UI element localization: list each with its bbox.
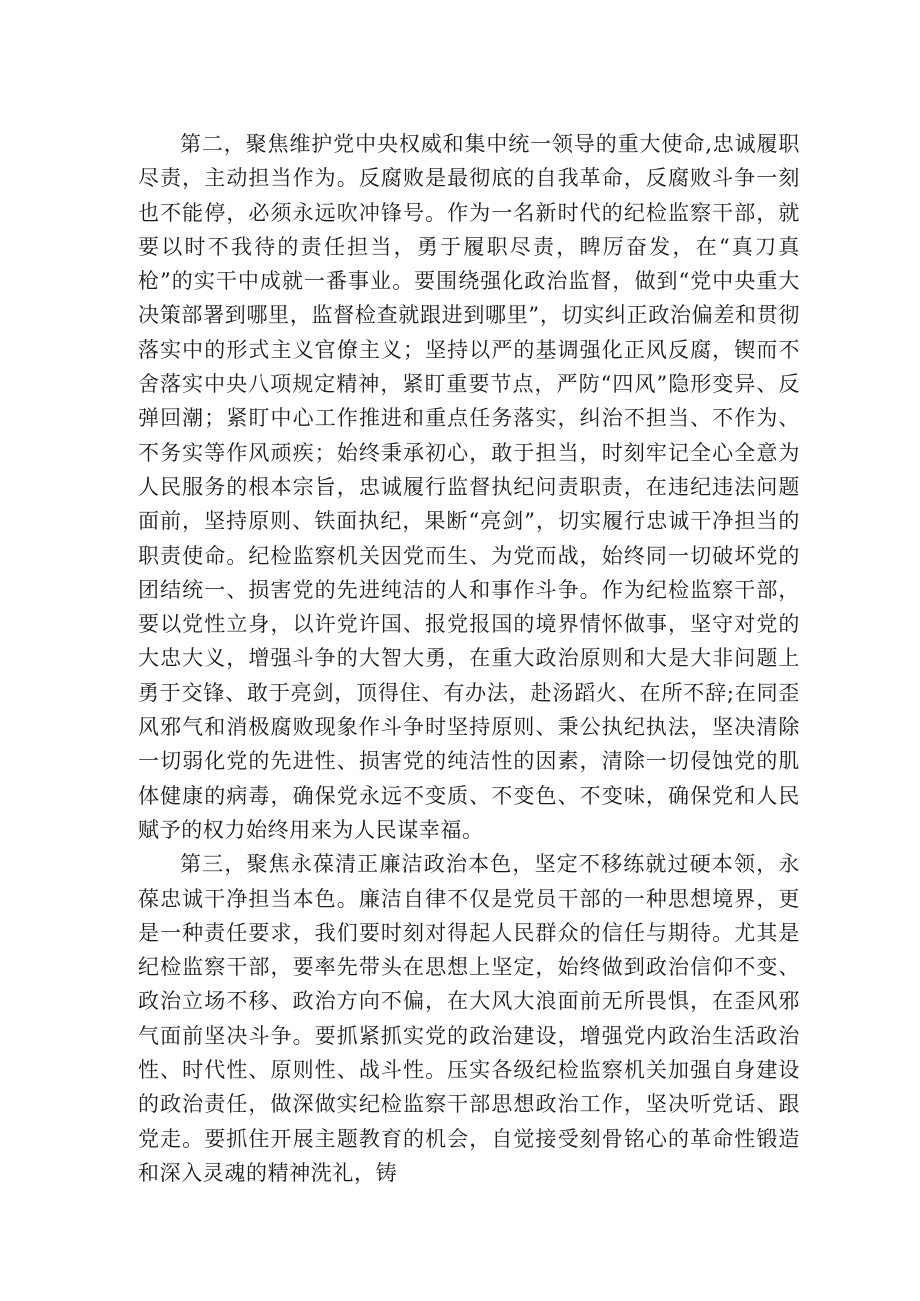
document-page: [138, 127, 800, 1190]
paragraph-second-point: 第二，聚焦维护党中央权威和集中统一领导的重大使命,忠诚履职尽责，主动担当作为。反腐败是最彻底的自我革命，反腐败斗争一刻也不能停，必须永远吹冲锋号。作为一名新时代的纪检监察干部，就要以时不我待的责任担当，勇于履职尽责，睥厉奋发，在“真刀真枪”的实干中成就一番事业。要围绕强化政治监督，做到“党中央重大决策部署到哪里，监督检查就跟进到哪里”，切实纠正政治偏差和贯彻落实中的形式主义官僚主义；坚持以严的基调强化正风反腐，锲而不舍落实中央八项规定精神，紧盯重要节点，严防“四风”隐形变异、反弹回潮；紧盯中心工作推进和重点任务落实，纠治不担当、不作为、不务实等作风顽疾；始终秉承初心，敢于担当，时刻牢记全心全意为人民服务的根本宗旨，忠诚履行监督执纪问责职责，在违纪违法问题面前，坚持原则、铁面执纪，果断“亮剑”，切实履行忠诚干净担当的职责使命。纪检监察机关因党而生、为党而战，始终同一切破坏党的团结统一、损害党的先进纯洁的人和事作斗争。作为纪检监察干部，要以党性立身，以许党许国、报党报国的境界情怀做事，坚守对党的大忠大义，增强斗争的大智大勇，在重大政治原则和大是大非问题上勇于交锋、敢于亮剑，顶得住、有办法，赴汤蹈火、在所不辞;在同歪风邪气和消极腐败现象作斗争时坚持原则、秉公执纪执法，坚决清除一切弱化党的先进性、损害党的纯洁性的因素，清除一切侵蚀党的肌体健康的病毒，确保党永远不变质、不变色、不变味，确保党和人民赋予的权力始终用来为人民谋幸福。: [138, 132, 800, 842]
paragraph-third-point: 第三，聚焦永葆清正廉洁政治本色，坚定不移练就过硬本领，永葆忠诚干净担当本色。廉洁自律不仅是党员干部的一种思想境界，更是一种责任要求，我们要时刻对得起人民群众的信任与期待。尤其是纪检监察干部，要率先带头在思想上坚定，始终做到政治信仰不变、政治立场不移、政治方向不偏，在大风大浪面前无所畏惧，在歪风邪气面前坚决斗争。要抓紧抓实党的政治建设，增强党内政治生活政治性、时代性、原则性、战斗性。压实各级纪检监察机关加强自身建设的政治责任，做深做实纪检监察干部思想政治工作，坚决听党话、跟党走。要抓住开展主题教育的机会，自觉接受刻骨铭心的革命性锻造和深入灵魂的精神洗礼，铸: [138, 852, 800, 1185]
